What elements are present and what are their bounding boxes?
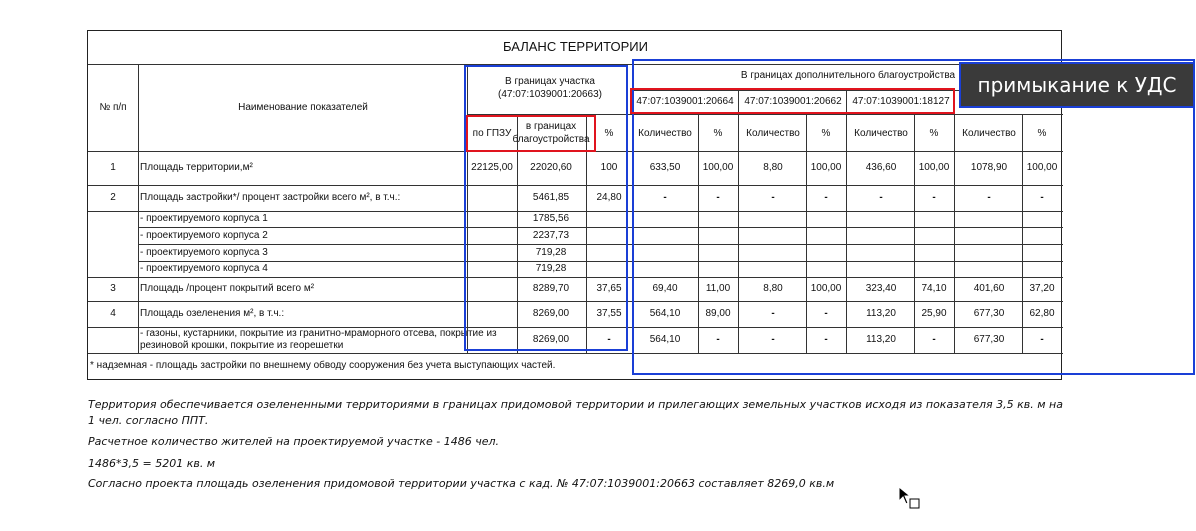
impr-highlight-red (466, 115, 596, 152)
cell-p2: - (824, 334, 828, 345)
row-name-2: резиновой крошки, покрытие из георешетки (140, 340, 344, 351)
cell-pct: 37,65 (596, 283, 622, 294)
row-name: Площадь озеленения м², в т.ч.: (140, 308, 285, 319)
row-name: Площадь застройки*/ процент застройки всего м², в т.ч.: (140, 192, 401, 203)
header-gpzu: по ГПЗУ (472, 128, 512, 139)
cell-p3: - (932, 334, 936, 345)
row-name: - проектируемого корпуса 2 (140, 229, 268, 241)
cell-p3: 25,90 (921, 308, 947, 319)
cell-pct: 37,55 (596, 308, 622, 319)
cell-impr: 22020,60 (530, 162, 572, 173)
cell-pt: - (1040, 192, 1044, 203)
cell-qt: - (987, 192, 991, 203)
cell-pt: 100,00 (1026, 162, 1058, 173)
row-name: - проектируемого корпуса 4 (140, 263, 268, 274)
note-line: Согласно проекта площадь озеленения придомовой территории участка с кад. № 47:07:1039001:20663 составляет 8269,0 кв.м (88, 477, 835, 490)
header-name: Наименование показателей (238, 102, 368, 113)
cell-p2: 100,00 (810, 162, 842, 173)
cell-q1: 69,40 (652, 283, 678, 294)
cell-pct: - (607, 334, 611, 345)
row-name: - проектируемого корпуса 3 (140, 246, 268, 258)
header-extra: В границах дополнительного благоустройства (740, 70, 956, 81)
row-name: Площадь /процент покрытий всего м² (140, 283, 315, 294)
cell-impr: 8269,00 (532, 308, 570, 319)
cell-q2: 8,80 (763, 283, 783, 294)
cell-q1: - (663, 192, 667, 203)
note-line: 1486*3,5 = 5201 кв. м (88, 457, 216, 470)
row-num: 3 (110, 283, 116, 294)
cell-p2: - (824, 192, 828, 203)
cell-p2: 100,00 (810, 283, 842, 294)
header-pct: % (713, 128, 723, 139)
cell-q3: 436,60 (865, 162, 897, 173)
cell-impr: 8269,00 (532, 334, 570, 345)
cell-q3: 323,40 (865, 283, 897, 294)
cell-q1: 633,50 (649, 162, 681, 173)
header-parcel: В границах участка (505, 76, 595, 87)
cell-gpzu: 22125,00 (471, 162, 513, 173)
uds-badge: примыкание к УДС (961, 64, 1193, 106)
cell-qt: 1078,90 (970, 162, 1008, 173)
note-line: Территория обеспечивается озелененными территориями в границах придомовой территории и прилегающих земельных участков исходя из показателя 3,5 кв. м на (88, 398, 1063, 411)
cell-q3: 113,20 (866, 308, 896, 319)
cursor-icon (898, 486, 924, 512)
cell-impr: 8289,70 (532, 283, 570, 294)
header-pct: % (604, 128, 614, 139)
header-qty: Количество (962, 128, 1016, 139)
header-qty: Количество (746, 128, 800, 139)
header-parcel-cad: (47:07:1039001:20663) (498, 89, 602, 100)
header-pct: % (929, 128, 939, 139)
cell-p3: - (932, 192, 936, 203)
cell-q1: 564,10 (649, 334, 681, 345)
cell-q3: 113,20 (866, 334, 896, 345)
cell-p1: - (716, 192, 720, 203)
cell-impr: 2237,73 (532, 229, 570, 241)
cell-p3: 74,10 (921, 283, 947, 294)
header-impr-2: благоустройства (512, 134, 590, 145)
cell-p1: - (716, 334, 720, 345)
header-qty: Количество (638, 128, 692, 139)
cell-pt: 37,20 (1029, 283, 1055, 294)
cell-impr: 719,28 (535, 246, 567, 258)
cad-highlight-red (630, 88, 955, 114)
table-line (138, 64, 139, 353)
parcel-highlight-blue (464, 65, 628, 351)
cell-q2: - (771, 308, 775, 319)
cell-p3: 100,00 (918, 162, 950, 173)
cell-p1: 11,00 (705, 283, 731, 294)
table-title: БАЛАНС ТЕРРИТОРИИ (503, 39, 648, 54)
cell-p1: 89,00 (705, 308, 731, 319)
row-num: 4 (110, 308, 116, 319)
header-cad2: 47:07:1039001:20662 (744, 96, 842, 107)
cell-q3: - (879, 192, 883, 203)
cell-qt: 401,60 (973, 283, 1005, 294)
cell-pt: - (1040, 334, 1044, 345)
cell-q1: 564,10 (649, 308, 681, 319)
cell-p1: 100,00 (702, 162, 734, 173)
cell-pct: 24,80 (596, 192, 622, 203)
cell-pt: 62,80 (1029, 308, 1055, 319)
cell-q2: 8,80 (763, 162, 783, 173)
header-pct: % (821, 128, 831, 139)
cell-qt: 677,30 (973, 334, 1005, 345)
header-impr: в границах (525, 121, 577, 132)
row-name: Площадь территории,м² (140, 162, 253, 173)
cell-q2: - (771, 192, 775, 203)
footnote: * надземная - площадь застройки по внешнему обводу сооружения без учета выступающих частей. (90, 360, 556, 371)
header-pct: % (1037, 128, 1047, 139)
note-line: 1 чел. согласно ППТ. (88, 414, 209, 427)
row-num: 2 (110, 192, 116, 203)
header-cad3: 47:07:1039001:18127 (852, 96, 950, 107)
cell-impr: 5461,85 (532, 192, 570, 203)
cell-qt: 677,30 (973, 308, 1005, 319)
header-num: № п/п (99, 102, 127, 113)
cell-q2: - (771, 334, 775, 345)
row-name: - проектируемого корпуса 1 (140, 213, 268, 224)
note-line: Расчетное количество жителей на проектируемой участке - 1486 чел. (88, 435, 500, 448)
row-name: - газоны, кустарники, покрытие из гранитно-мраморного отсева, покрытие из (140, 328, 497, 339)
cell-pct: 100 (600, 162, 618, 173)
cell-impr: 719,28 (535, 263, 567, 274)
row-num: 1 (110, 162, 116, 173)
header-cad1: 47:07:1039001:20664 (636, 96, 734, 107)
header-qty: Количество (854, 128, 908, 139)
cell-impr: 1785,56 (532, 213, 570, 224)
cell-p2: - (824, 308, 828, 319)
